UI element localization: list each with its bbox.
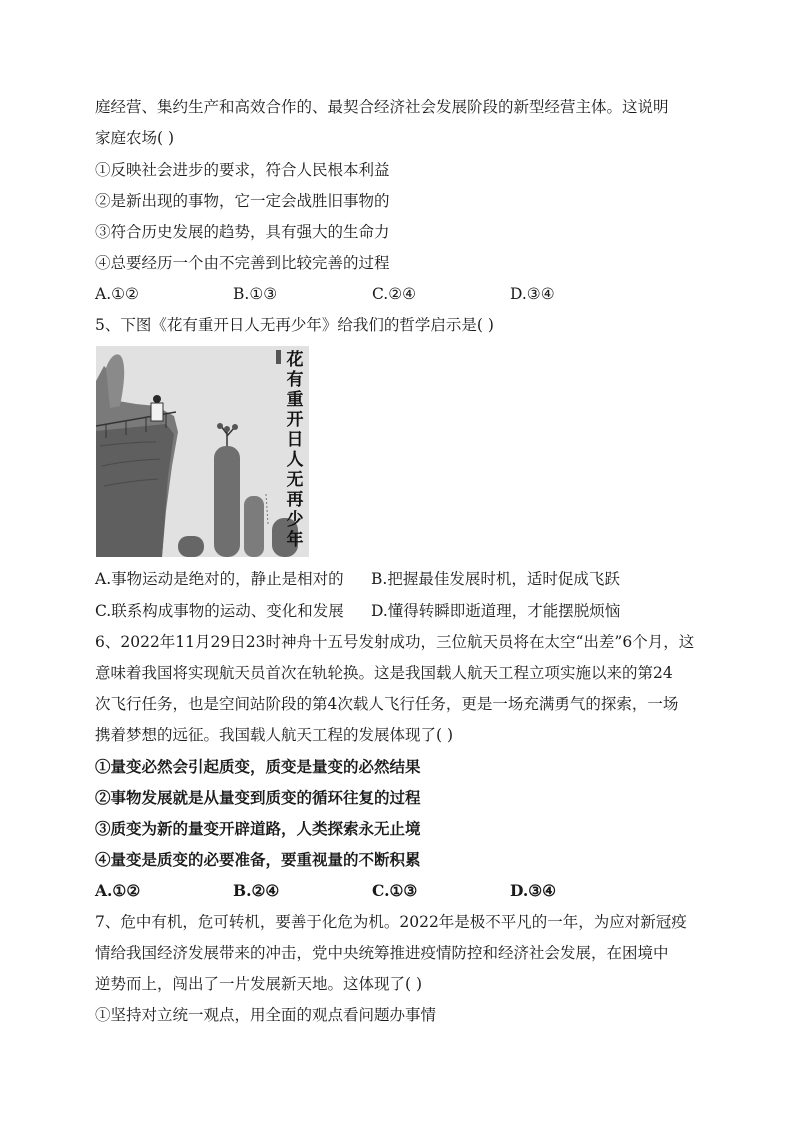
painting-image bbox=[96, 346, 309, 557]
q6-item-4: ④量变是质变的必要准备，要重视量的不断积累 bbox=[95, 850, 421, 869]
q4-item-2: ②是新出现的事物，它一定会战胜旧事物的 bbox=[95, 192, 390, 210]
calligraphy-char: 重 bbox=[286, 390, 304, 410]
q5-options-row-2 bbox=[95, 601, 715, 621]
calligraphy-char: 人 bbox=[286, 450, 304, 470]
calligraphy-char: 日 bbox=[286, 430, 304, 450]
calligraphy-column-1 bbox=[284, 350, 306, 450]
q6-item-2: ②事物发展就是从量变到质变的循环往复的过程 bbox=[95, 788, 421, 807]
q6-option-a: A.①② bbox=[95, 881, 141, 900]
painting-illustration bbox=[96, 346, 309, 557]
q7-item-1: ①坚持对立统一观点，用全面的观点看问题办事情 bbox=[95, 1006, 437, 1024]
q4-option-d: D.③④ bbox=[510, 285, 555, 303]
calligraphy-char: 少 bbox=[286, 510, 304, 530]
calligraphy-char: 年 bbox=[286, 530, 304, 550]
q4-item-4: ④总要经历一个由不完善到比较完善的过程 bbox=[95, 254, 390, 272]
q5-options-row-1 bbox=[95, 569, 715, 589]
q4-item-3: ③符合历史发展的趋势，具有强大的生命力 bbox=[95, 223, 390, 241]
q5-option-d: D.懂得转瞬即逝道理，才能摆脱烦恼 bbox=[371, 602, 621, 620]
q6-stem-line-2: 意味着我国将实现航天员首次在轨轮换。这是我国载人航天工程立项实施以来的第24 bbox=[95, 664, 673, 682]
q6-option-d: D.③④ bbox=[510, 881, 557, 900]
q6-item-1: ①量变必然会引起质变，质变是量变的必然结果 bbox=[95, 757, 421, 776]
q4-item-1: ①反映社会进步的要求，符合人民根本利益 bbox=[95, 161, 390, 179]
q7-stem-line-1: 7、危中有机，危可转机，要善于化危为机。2022年是极不平凡的一年，为应对新冠疫 bbox=[95, 913, 687, 931]
q6-options bbox=[95, 881, 715, 901]
q6-option-c: C.①③ bbox=[372, 881, 418, 900]
q6-stem-line-1: 6、2022年11月29日23时神舟十五号发射成功，三位航天员将在太空“出差”6个月，这 bbox=[95, 633, 695, 651]
q4-option-b: B.①③ bbox=[233, 285, 278, 303]
q6-stem-line-4: 携着梦想的远征。我国载人航天工程的发展体现了( ) bbox=[95, 726, 454, 744]
q6-option-b: B.②④ bbox=[233, 881, 280, 900]
q4-option-a: A.①② bbox=[95, 285, 139, 303]
calligraphy-column-2 bbox=[284, 450, 306, 550]
q4-stem-line-1: 庭经营、集约生产和高效合作的、最契合经济社会发展阶段的新型经营主体。这说明 bbox=[95, 98, 669, 116]
calligraphy-char: 无 bbox=[286, 470, 304, 490]
q5-option-b: B.把握最佳发展时机，适时促成飞跃 bbox=[371, 570, 620, 588]
q5-option-a: A.事物运动是绝对的，静止是相对的 bbox=[95, 570, 344, 588]
q4-options bbox=[95, 284, 715, 304]
q5-option-c: C.联系构成事物的运动、变化和发展 bbox=[95, 602, 344, 620]
q7-stem-line-3: 逆势而上，闯出了一片发展新天地。这体现了( ) bbox=[95, 975, 423, 993]
calligraphy-char: 有 bbox=[286, 370, 304, 390]
q5-stem: 5、下图《花有重开日人无再少年》给我们的哲学启示是( ) bbox=[95, 316, 494, 334]
calligraphy-char: 开 bbox=[286, 410, 304, 430]
q4-stem-line-2: 家庭农场( ) bbox=[95, 129, 175, 147]
q7-stem-line-2: 情给我国经济发展带来的冲击，党中央统筹推进疫情防控和经济社会发展，在困境中 bbox=[95, 944, 669, 962]
q6-item-3: ③质变为新的量变开辟道路，人类探索永无止境 bbox=[95, 819, 421, 838]
q6-stem-line-3: 次飞行任务，也是空间站阶段的第4次载人飞行任务，更是一场充满勇气的探索，一场 bbox=[95, 695, 679, 713]
calligraphy-char: 再 bbox=[286, 490, 304, 510]
q4-option-c: C.②④ bbox=[372, 285, 417, 303]
calligraphy-char: 花 bbox=[286, 350, 304, 370]
